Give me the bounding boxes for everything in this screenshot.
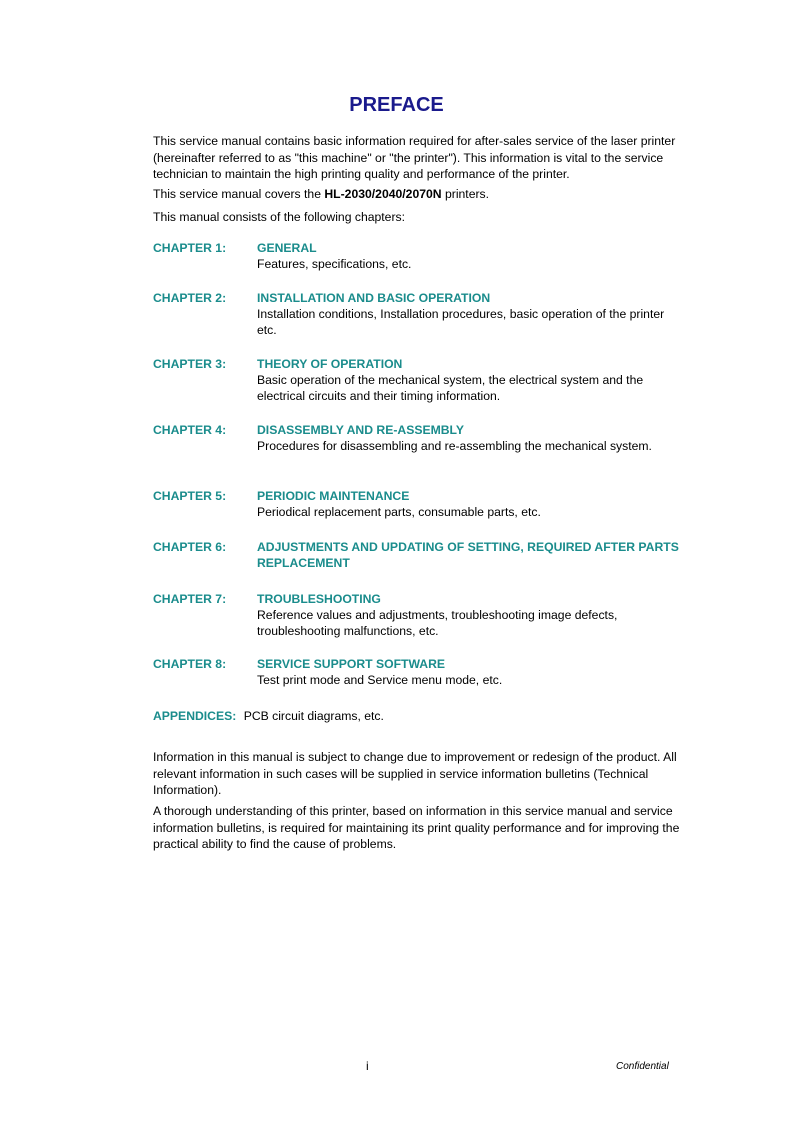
chapter-title: SERVICE SUPPORT SOFTWARE <box>257 657 446 671</box>
chapter-title: INSTALLATION AND BASIC OPERATION <box>257 291 491 305</box>
intro-paragraph-models <box>153 186 698 203</box>
chapter-title: TROUBLESHOOTING <box>257 592 381 606</box>
model-numbers: HL-2030/2040/2070N <box>324 187 442 201</box>
chapter-description: Features, specifications, etc. <box>257 257 412 271</box>
chapter-description: Test print mode and Service menu mode, etc. <box>257 673 503 687</box>
chapter-title: PERIODIC MAINTENANCE <box>257 489 410 503</box>
page-number: i <box>366 1059 369 1073</box>
intro-models-prefix: This service manual covers the <box>153 187 325 201</box>
chapter-description: Procedures for disassembling and re-assembling the mechanical system. <box>257 439 652 453</box>
chapter-label: CHAPTER 4: <box>153 423 227 437</box>
chapter-title: ADJUSTMENTS AND UPDATING OF SETTING, REQUIRED AFTER PARTS REPLACEMENT <box>257 540 679 570</box>
chapter-description: Basic operation of the mechanical system, the electrical system and the electrical circuits and their timing information. <box>257 373 644 403</box>
appendices-description: PCB circuit diagrams, etc. <box>243 709 384 723</box>
chapter-description: Periodical replacement parts, consumable parts, etc. <box>257 505 541 519</box>
closing-paragraph-changes: Information in this manual is subject to change due to improvement or redesign of the product. All relevant information in such cases will be supplied in service information bulletins (Technical Information). <box>153 750 677 797</box>
closing-paragraph-understanding: A thorough understanding of this printer, based on information in this service manual and service information bulletins, is required for maintaining its print quality performance and for improving the practical ability to find the cause of problems. <box>153 804 680 851</box>
intro-paragraph-purpose: This service manual contains basic information required for after-sales service of the laser printer (hereinafter referred to as "this machine" or "the printer"). This information is vital to the service technician to maintain the high printing quality and performance of the printer. <box>153 134 676 181</box>
intro-models-suffix: printers. <box>441 187 490 201</box>
chapter-label: CHAPTER 5: <box>153 489 227 503</box>
page-title: PREFACE <box>349 94 444 116</box>
appendices-entry <box>153 708 698 724</box>
appendices-label: APPENDICES: <box>153 709 237 723</box>
confidential-label: Confidential <box>616 1061 669 1072</box>
chapter-label: CHAPTER 6: <box>153 540 227 554</box>
chapter-label: CHAPTER 1: <box>153 241 227 255</box>
intro-paragraph-chapters: This manual consists of the following chapters: <box>153 210 405 224</box>
chapter-description: Installation conditions, Installation procedures, basic operation of the printer etc. <box>257 307 665 337</box>
chapter-title: GENERAL <box>257 241 317 255</box>
chapter-description: Reference values and adjustments, troubleshooting image defects, troubleshooting malfunctions, etc. <box>257 608 618 638</box>
chapter-label: CHAPTER 8: <box>153 657 227 671</box>
chapter-title: DISASSEMBLY AND RE-ASSEMBLY <box>257 423 465 437</box>
chapter-label: CHAPTER 3: <box>153 357 227 371</box>
chapter-title: THEORY OF OPERATION <box>257 357 403 371</box>
chapter-label: CHAPTER 7: <box>153 592 227 606</box>
chapter-label: CHAPTER 2: <box>153 291 227 305</box>
